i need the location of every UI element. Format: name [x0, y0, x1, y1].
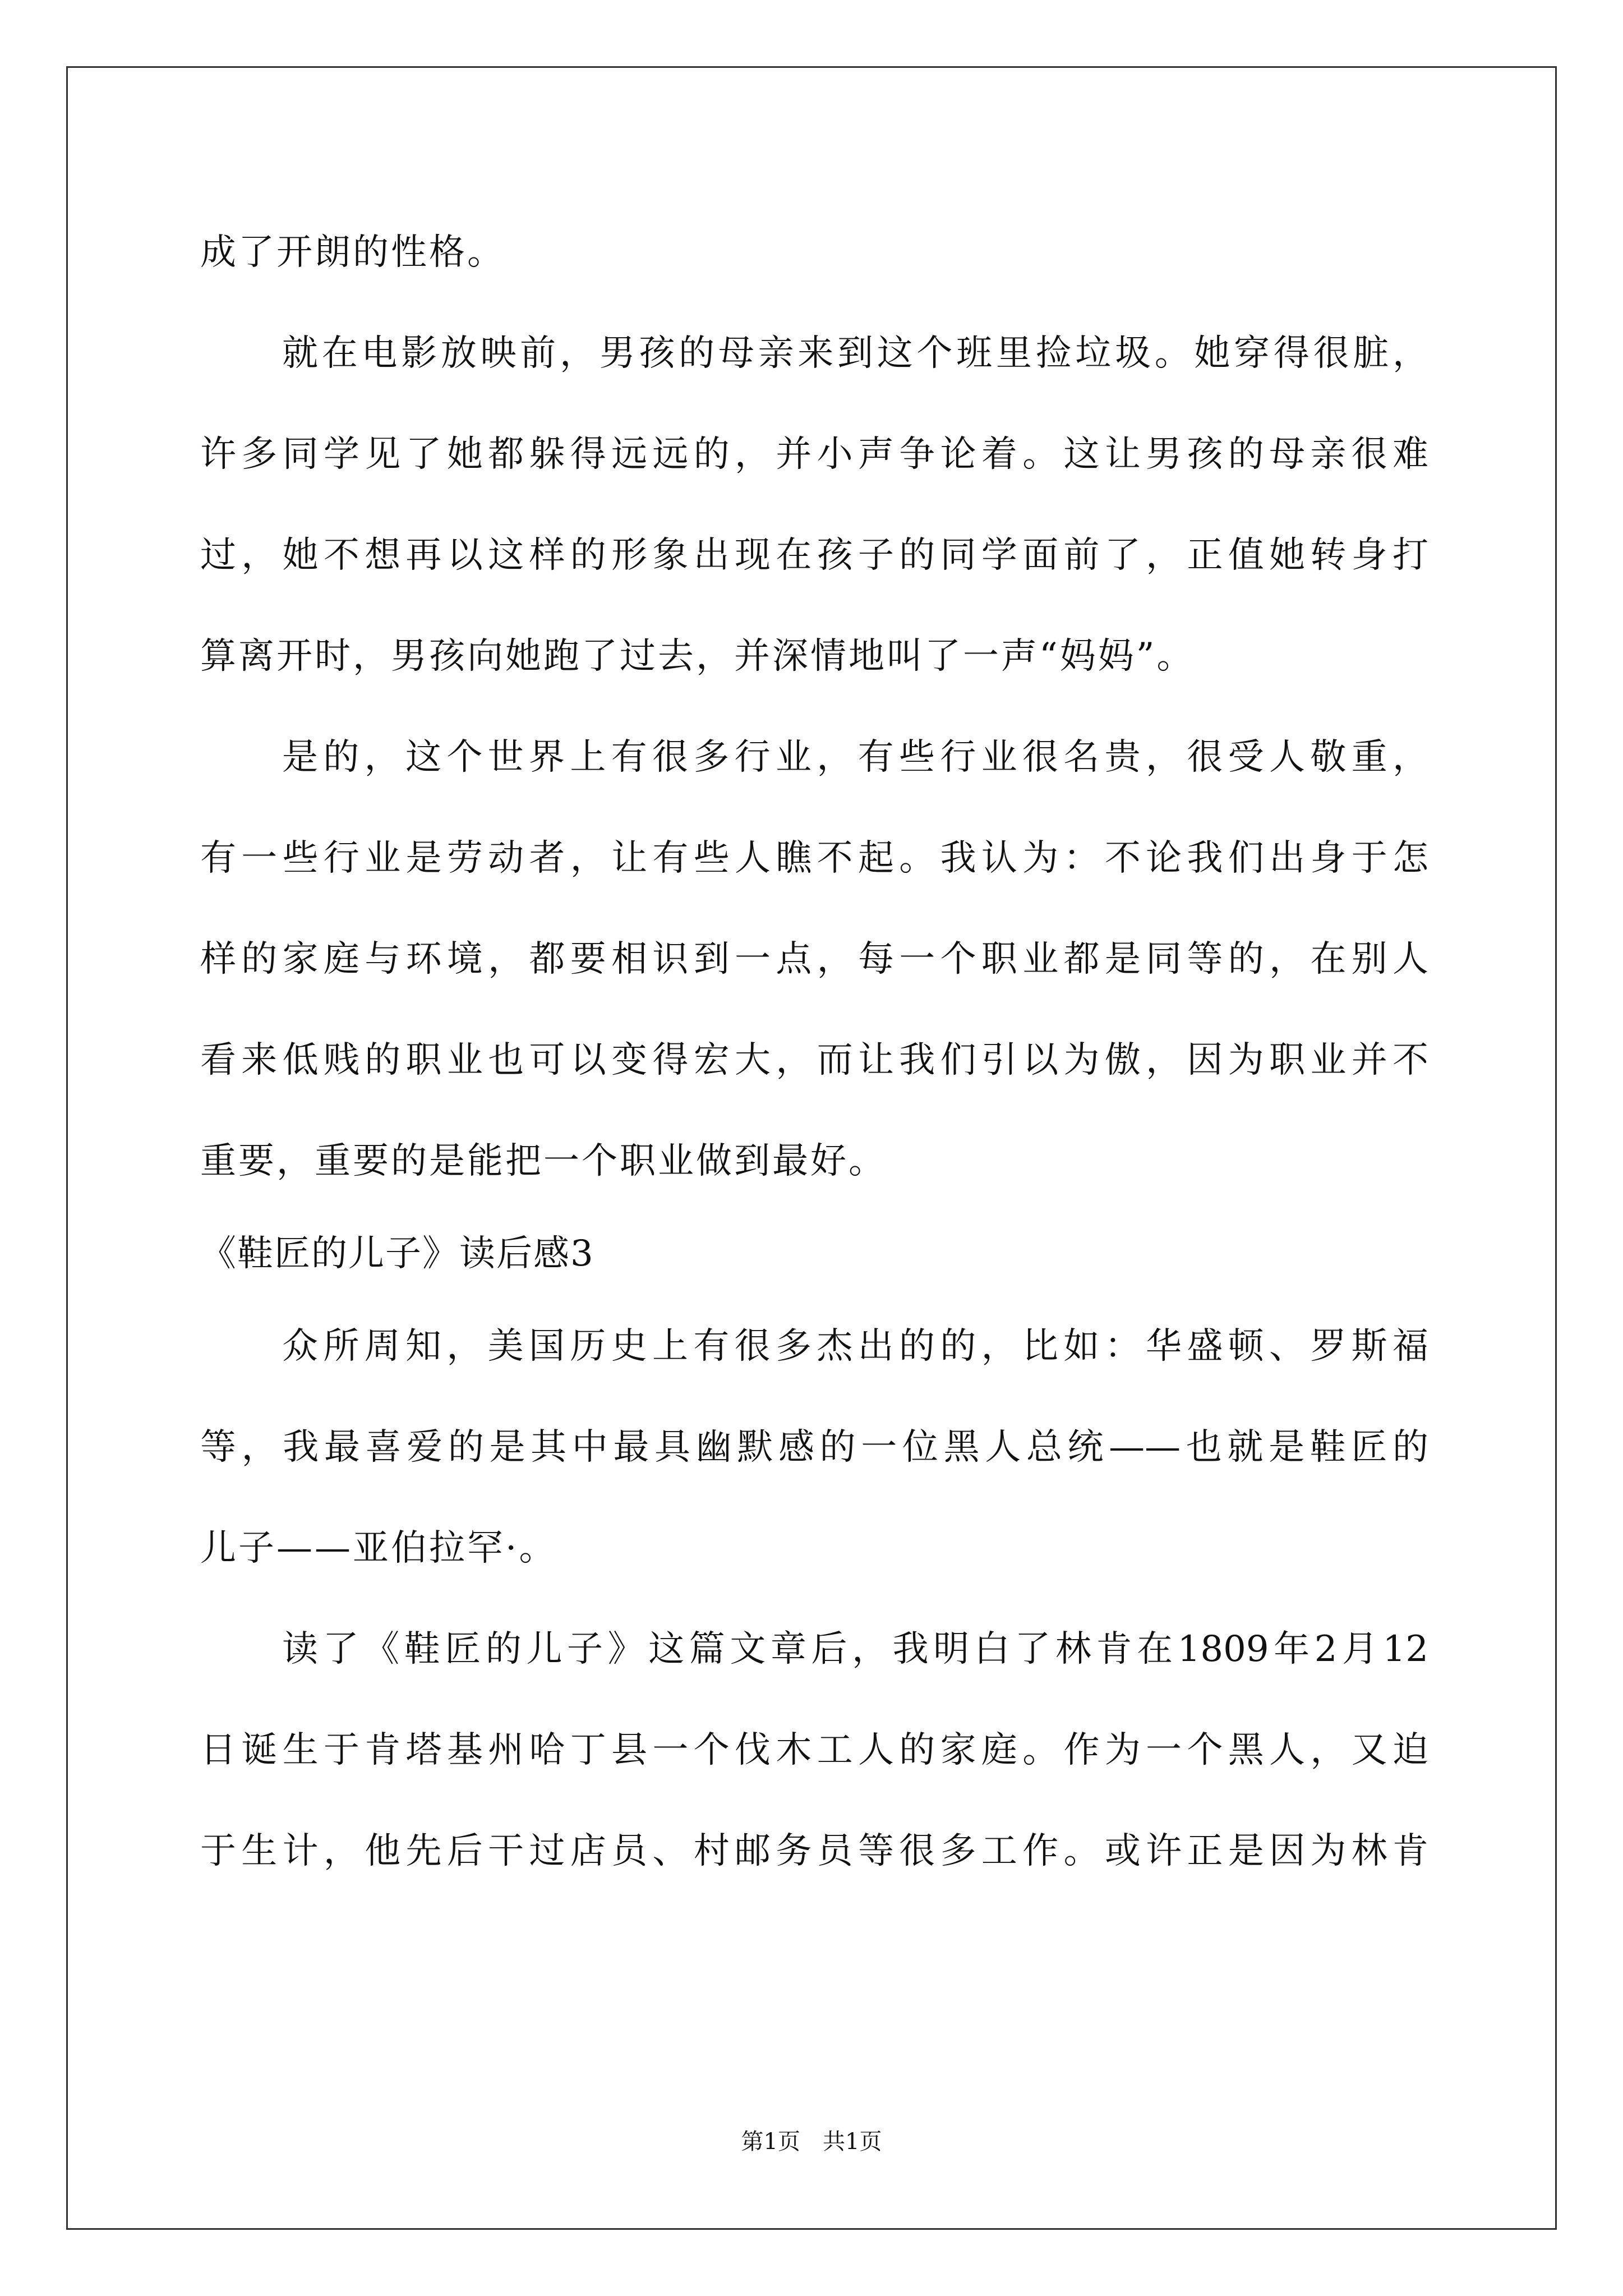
page-footer: 第1页 共1页: [741, 2129, 882, 2155]
paragraph-start: 读了《鞋匠的儿子》这篇文章后，我明白了林肯在1809年2月12: [282, 1628, 1428, 1670]
paragraph-start: 就在电影放映前，男孩的母亲来到这个班里捡垃圾。她穿得很脏，: [282, 333, 1428, 374]
text-line: 于生计，他先后干过店员、村邮务员等很多工作。或许正是因为林肯: [200, 1830, 1428, 1872]
text-line: 许多同学见了她都躲得远远的，并小声争论着。这让男孩的母亲很难: [200, 434, 1428, 475]
text-line: 看来低贱的职业也可以变得宏大，而让我们引以为傲，因为职业并不: [200, 1039, 1428, 1081]
text-line: 等，我最喜爱的是其中最具幽默感的一位黑人总统——也就是鞋匠的: [200, 1427, 1428, 1468]
text-line: 有一些行业是劳动者，让有些人瞧不起。我认为：不论我们出身于怎: [200, 838, 1428, 879]
text-line: 成了开朗的性格。: [200, 232, 505, 273]
text-line: 样的家庭与环境，都要相识到一点，每一个职业都是同等的，在别人: [200, 938, 1428, 980]
text-line: 重要，重要的是能把一个职业做到最好。: [200, 1140, 887, 1182]
paragraph-start: 众所周知，美国历史上有很多杰出的的，比如：华盛顿、罗斯福: [282, 1326, 1428, 1367]
paragraph-start: 是的，这个世界上有很多行业，有些行业很名贵，很受人敬重，: [282, 737, 1428, 778]
text-line: 算离开时，男孩向她跑了过去，并深情地叫了一声“妈妈”。: [200, 636, 1195, 677]
text-line: 儿子——亚伯拉罕·。: [200, 1527, 557, 1569]
text-line: 日诞生于肯塔基州哈丁县一个伐木工人的家庭。作为一个黑人，又迫: [200, 1729, 1428, 1771]
text-line: 过，她不想再以这样的形象出现在孩子的同学面前了，正值她转身打: [200, 535, 1428, 576]
section-heading: 《鞋匠的儿子》读后感3: [200, 1233, 594, 1274]
